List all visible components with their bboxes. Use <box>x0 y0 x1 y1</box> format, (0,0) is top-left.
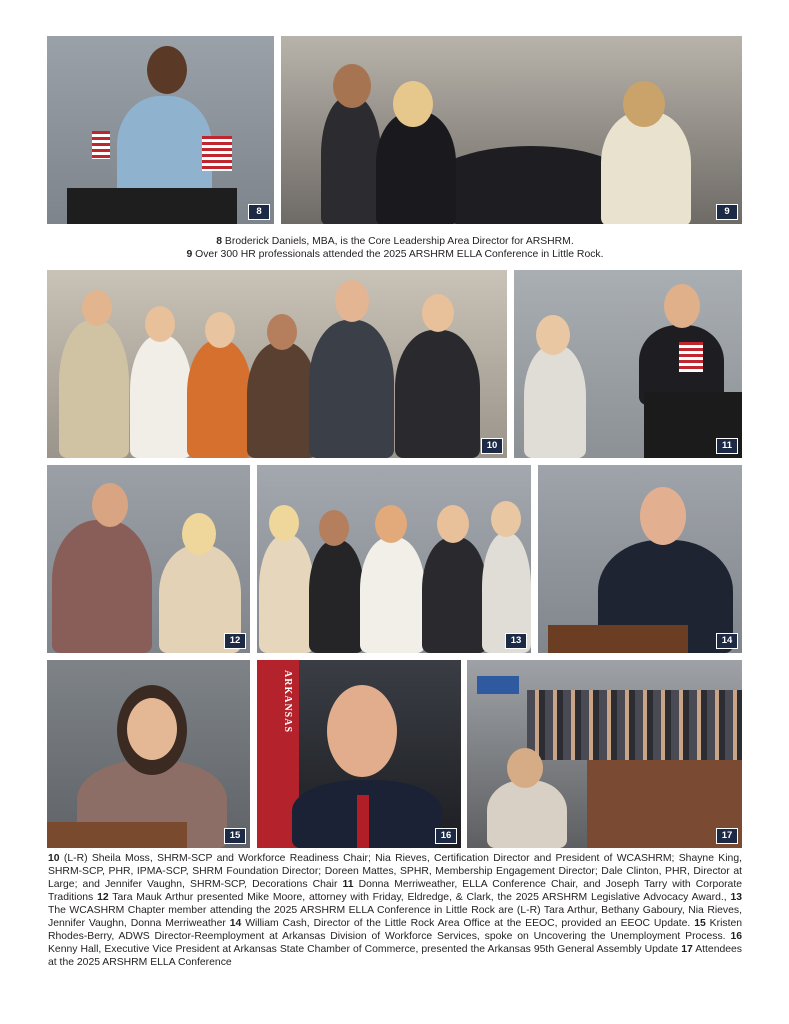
photo-number-badge: 12 <box>224 633 246 649</box>
caption-number: 10 <box>48 853 60 864</box>
person-head <box>182 513 216 555</box>
person-head <box>536 315 570 355</box>
person <box>52 520 152 653</box>
person <box>59 320 129 458</box>
caption-text: Kenny Hall, Executive Vice President at Arkansas State Chamber of Commerce, presented the Arkansas 95th General Assembly Update <box>48 944 682 955</box>
person <box>360 537 425 653</box>
attendee <box>376 111 456 224</box>
photo-number-badge: 15 <box>224 828 246 844</box>
caption-number: 14 <box>229 918 242 929</box>
person <box>487 780 567 848</box>
person-head <box>640 487 686 545</box>
photo-10 <box>47 270 507 458</box>
attendee-head <box>333 64 371 108</box>
caption-text: Broderick Daniels, MBA, is the Core Leadership Area Director for ARSHRM. <box>222 236 574 247</box>
caption-number: 16 <box>730 931 742 942</box>
attendee-head <box>623 81 665 127</box>
photo-15 <box>47 660 250 848</box>
person-head <box>269 505 299 541</box>
photo-number-badge: 13 <box>505 633 527 649</box>
photo-13 <box>257 465 531 653</box>
caption-number: 13 <box>730 892 743 903</box>
person-head <box>335 280 369 322</box>
podium <box>47 822 187 848</box>
photo-number-badge: 11 <box>716 438 738 454</box>
person-head <box>664 284 700 328</box>
caption-number: 11 <box>342 879 354 890</box>
flag-icon <box>679 342 703 372</box>
podium <box>67 188 237 224</box>
photo-11 <box>514 270 742 458</box>
attendee <box>321 96 381 224</box>
person <box>259 535 314 653</box>
person-head <box>92 483 128 527</box>
photo-number-badge: 14 <box>716 633 738 649</box>
caption-top <box>50 235 740 261</box>
photo-12 <box>47 465 250 653</box>
person-head <box>319 510 349 546</box>
person-head <box>327 685 397 777</box>
caption-text: Over 300 HR professionals attended the 2025 ARSHRM ELLA Conference in Little Rock. <box>192 249 604 260</box>
person-head <box>507 748 543 788</box>
person-face <box>127 698 177 760</box>
caption-line <box>50 235 740 248</box>
caption-bottom <box>48 852 742 969</box>
photo-number-badge: 8 <box>248 204 270 220</box>
attendee-head <box>393 81 433 127</box>
tie-icon <box>357 795 369 848</box>
person-head <box>491 501 521 537</box>
caption-text: Attendees at the 2025 ARSHRM ELLA Conference <box>48 944 743 968</box>
arkansas-flag-text: ARKANSAS <box>282 670 293 734</box>
flag-left-icon <box>92 131 110 159</box>
photo-9 <box>281 36 742 224</box>
person <box>130 335 192 458</box>
person <box>309 540 364 653</box>
caption-text: Kristen Rhodes-Berry, ADWS Director-Reemployment at Arkansas Division of Workforce Services, spoke on Uncovering the Unemployment Process. <box>48 918 743 942</box>
projection-screen <box>477 676 519 694</box>
person <box>422 537 487 653</box>
person-head <box>205 312 235 348</box>
caption-text: Tara Mauk Arthur presented Mike Moore, attorney with Friday, Eldredge, & Clark, the 2025 ARSHRM Legislative Advocacy Award., <box>108 892 731 903</box>
caption-number: 15 <box>694 918 706 929</box>
podium <box>548 625 688 653</box>
audience-rows <box>527 690 742 760</box>
caption-text: The WCASHRM Chapter member attending the 2025 ARSHRM ELLA Conference in Little Rock are (L-R) Tara Arthur, Bethany Gaboury, Nia Rieves, Jennifer Vaughn, Donna Merriweather <box>48 905 742 929</box>
person-head <box>422 294 454 332</box>
person <box>395 330 480 458</box>
person <box>524 345 586 458</box>
attendee <box>601 111 691 224</box>
person-head <box>82 290 112 326</box>
photo-8 <box>47 36 274 224</box>
person <box>187 340 252 458</box>
photo-number-badge: 10 <box>481 438 503 454</box>
person-head <box>267 314 297 350</box>
photo-number-badge: 9 <box>716 204 738 220</box>
person-head <box>145 306 175 342</box>
person <box>309 320 394 458</box>
speaker-head <box>147 46 187 94</box>
person-head <box>437 505 469 543</box>
person-head <box>375 505 407 543</box>
photo-17 <box>467 660 742 848</box>
caption-text: (L-R) Sheila Moss, SHRM-SCP and Workforce Readiness Chair; Nia Rieves, Certification Director and President of WCASHRM; Shayne King, SHRM-SCP, PHR, IPMA-SCP, SHRM Foundation Director; Doreen Mattes, SPHR, Membership Engagement Director; Dale Clinton, PHR, Director at Large; and Jennifer Vaughn, SHRM-SCP, Decorations Chair <box>48 853 742 890</box>
photo-14 <box>538 465 742 653</box>
photo-number-badge: 16 <box>435 828 457 844</box>
caption-line <box>50 248 740 261</box>
caption-number: 12 <box>97 892 109 903</box>
caption-number: 17 <box>681 944 693 955</box>
caption-text: Donna Merriweather, ELLA Conference Chair, and Joseph Tarry with Corporate Traditions <box>48 879 743 903</box>
person <box>247 342 317 458</box>
caption-number: 9 <box>186 249 193 260</box>
flag-right-icon <box>202 136 232 171</box>
caption-number: 8 <box>216 236 223 247</box>
photo-number-badge: 17 <box>716 828 738 844</box>
caption-text: William Cash, Director of the Little Rock Area Office at the EEOC, provided an EEOC Update. <box>241 918 695 929</box>
photo-16 <box>257 660 461 848</box>
